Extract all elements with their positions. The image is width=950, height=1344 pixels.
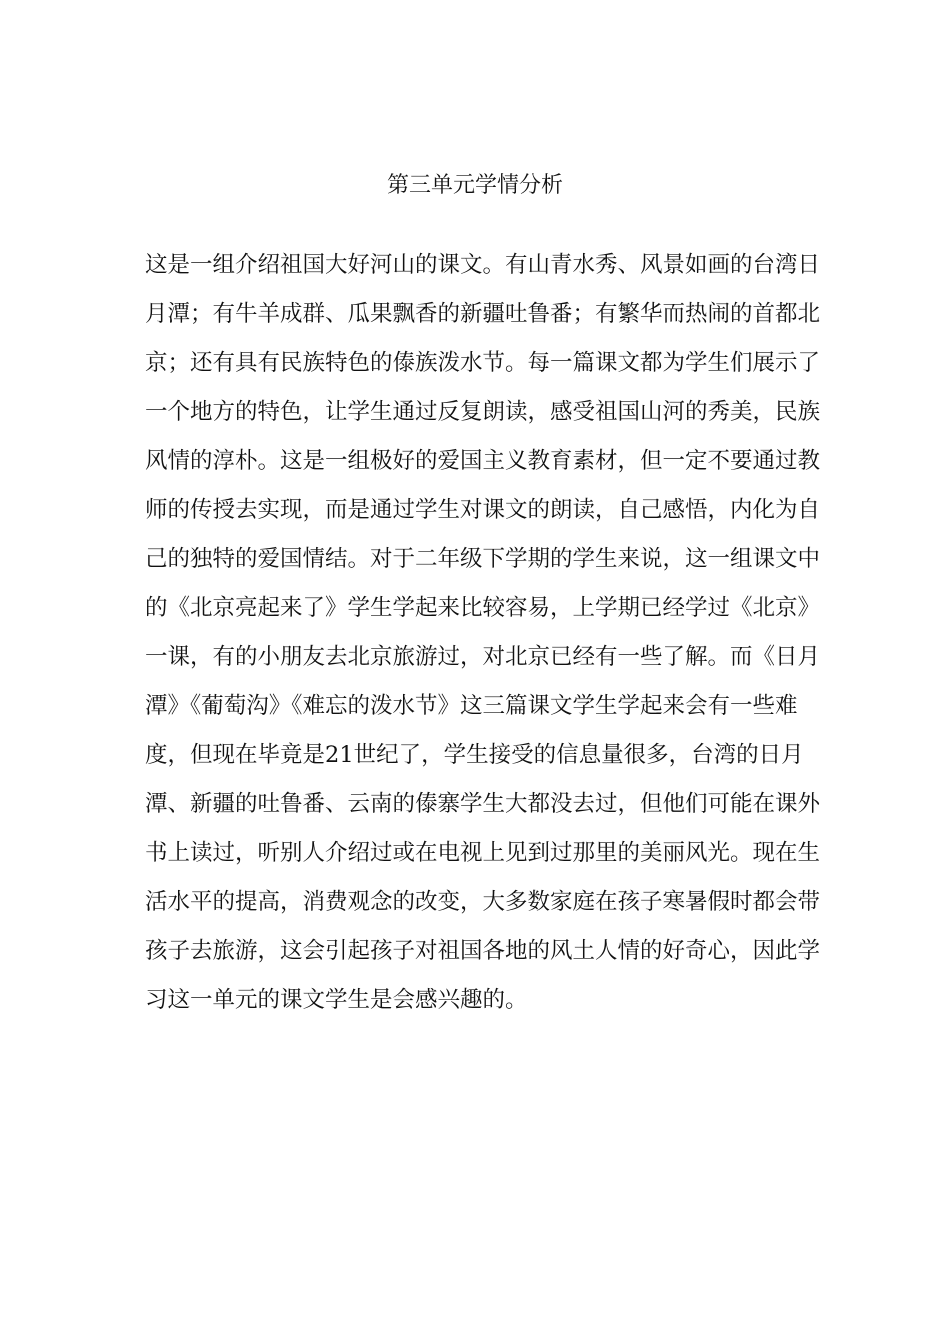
body-line: 一课，有的小朋友去北京旅游过，对北京已经有一些了解。而《日月 <box>145 644 821 670</box>
body-line: 京；还有具有民族特色的傣族泼水节。每一篇课文都为学生们展示了 <box>145 350 821 376</box>
document-body <box>145 241 825 1025</box>
body-line: 的《北京亮起来了》学生学起来比较容易，上学期已经学过《北京》 <box>145 595 821 621</box>
body-line: 风情的淳朴。这是一组极好的爱国主义教育素材，但一定不要通过教 <box>145 448 821 474</box>
body-line: 习这一单元的课文学生是会感兴趣的。 <box>145 987 528 1013</box>
body-line: 师的传授去实现，而是通过学生对课文的朗读，自己感悟，内化为自 <box>145 497 821 523</box>
body-line: 这是一组介绍祖国大好河山的课文。有山青水秀、风景如画的台湾日 <box>145 252 821 278</box>
body-line: 书上读过，听别人介绍过或在电视上见到过那里的美丽风光。现在生 <box>145 840 821 866</box>
document-title: 第三单元学情分析 <box>386 173 563 198</box>
body-line: 活水平的提高，消费观念的改变，大多数家庭在孩子寒暑假时都会带 <box>145 889 821 915</box>
body-line: 孩子去旅游，这会引起孩子对祖国各地的风土人情的好奇心，因此学 <box>145 938 821 964</box>
body-line: 一个地方的特色，让学生通过反复朗读，感受祖国山河的秀美，民族 <box>145 399 821 425</box>
body-line: 度，但现在毕竟是21世纪了，学生接受的信息量很多，台湾的日月 <box>145 742 804 768</box>
body-line: 潭》《葡萄沟》《难忘的泼水节》这三篇课文学生学起来会有一些难 <box>145 693 798 719</box>
body-line: 潭、新疆的吐鲁番、云南的傣寨学生大都没去过，但他们可能在课外 <box>145 791 821 817</box>
body-line: 月潭；有牛羊成群、瓜果飘香的新疆吐鲁番；有繁华而热闹的首都北 <box>145 301 821 327</box>
body-line: 己的独特的爱国情结。对于二年级下学期的学生来说，这一组课文中 <box>145 546 821 572</box>
